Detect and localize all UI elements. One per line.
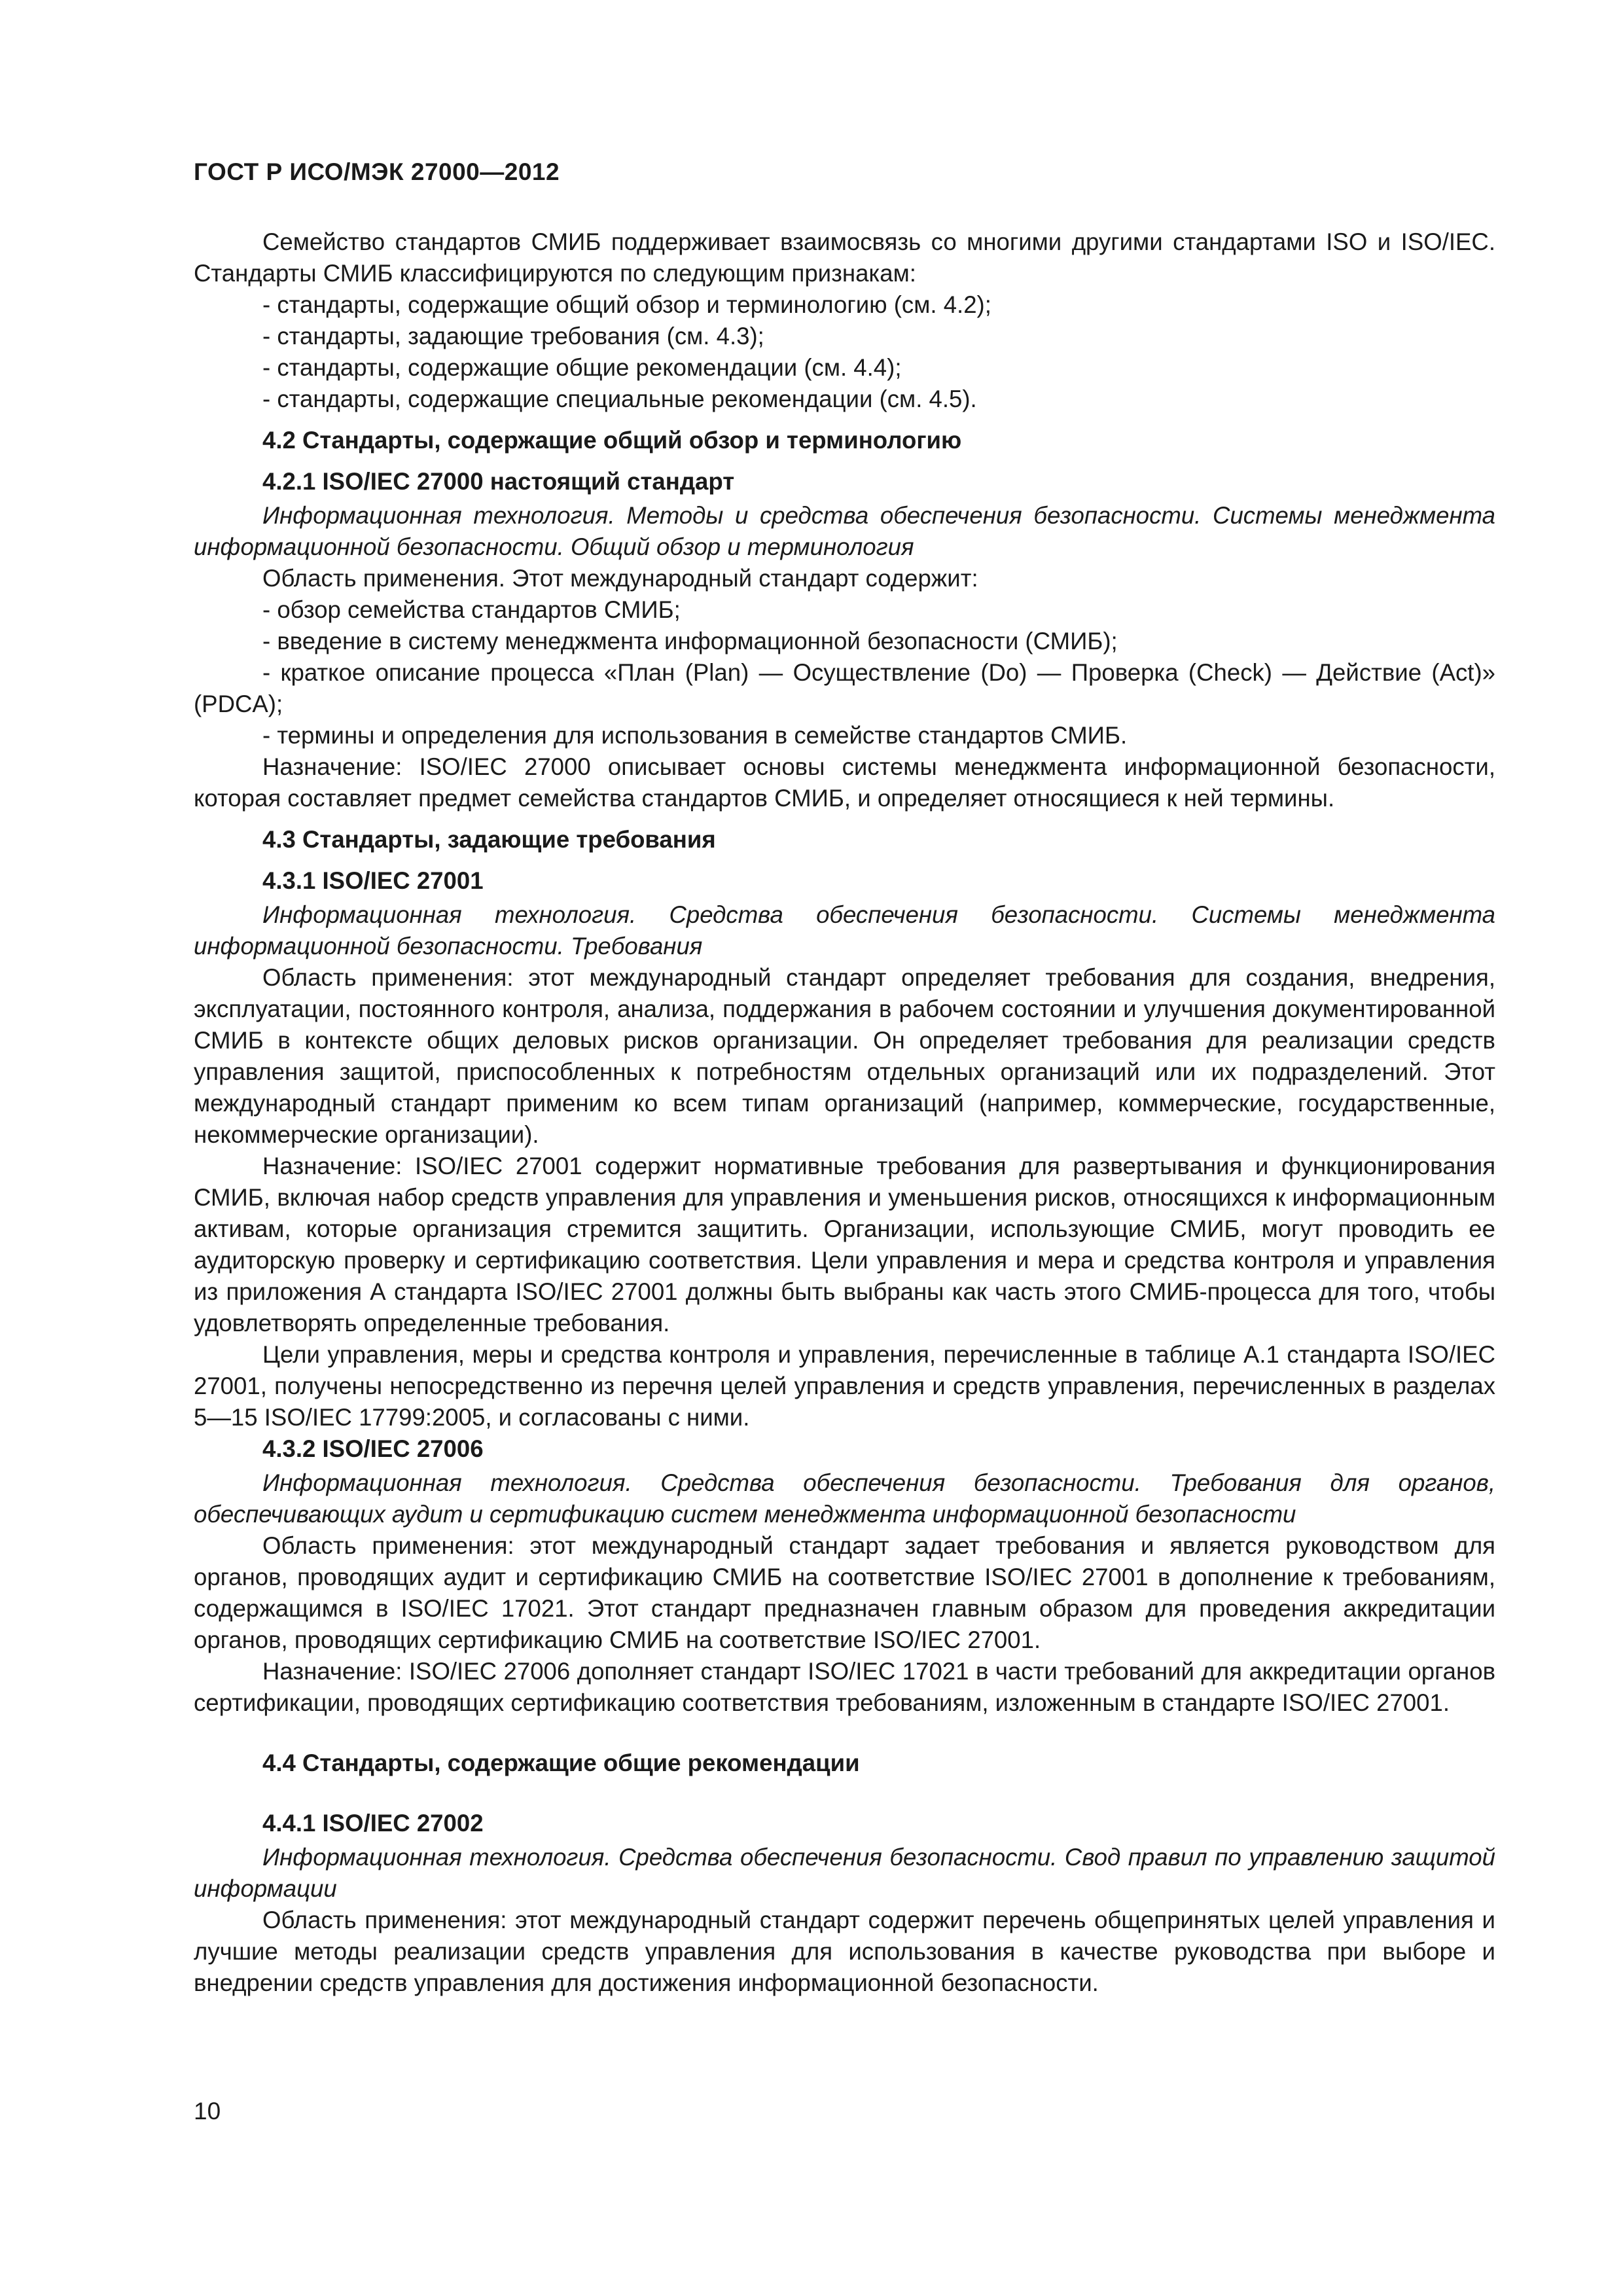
document-body	[194, 226, 1495, 1999]
list-item: - краткое описание процесса «План (Plan) — Осуществление (Do) — Проверка (Check) — Действие (Act)» (PDCA);	[194, 659, 1495, 717]
scope-paragraph: Область применения. Этот международный стандарт содержит:	[262, 565, 978, 592]
list-item: - термины и определения для использования в семействе стандартов СМИБ.	[262, 722, 1128, 749]
purpose-paragraph: Назначение: ISO/IEC 27000 описывает основы системы менеджмента информационной безопасности, которая составляет предмет семейства стандартов СМИБ, и определяет относящиеся к ней термины.	[194, 753, 1495, 812]
scope-paragraph: Область применения: этот международный стандарт содержит перечень общепринятых целей управления и лучшие методы реализации средств управления для использования в качестве руководства при выборе и внедрении средств управления для достижения информационной безопасности.	[194, 1907, 1495, 1996]
scope-paragraph: Область применения: этот международный стандарт определяет требования для создания, внедрения, эксплуатации, постоянного контроля, анализа, поддержания в рабочем состоянии и улучшения документированной СМИБ в контексте общих деловых рисков организации. Он определяет требования для реализации средств управления защитой, приспособленных к потребностям отдельных организаций или их подразделений. Этот международный стандарт применим ко всем типам организаций (например, коммерческие, государственные, некоммерческие организации).	[194, 964, 1495, 1148]
list-item: - введение в систему менеджмента информационной безопасности (СМИБ);	[262, 628, 1118, 655]
section-heading-4-2-1: 4.2.1 ISO/IEC 27000 настоящий стандарт	[262, 468, 735, 495]
standard-title: Информационная технология. Средства обеспечения безопасности. Свод правил по управлению защитой информации	[194, 1844, 1495, 1902]
section-heading-4-4-1: 4.4.1 ISO/IEC 27002	[262, 1810, 484, 1837]
section-heading-4-2: 4.2 Стандарты, содержащие общий обзор и терминологию	[262, 427, 962, 454]
controls-paragraph: Цели управления, меры и средства контроля и управления, перечисленные в таблице А.1 стандарта ISO/IEC 27001, получены непосредственно из перечня целей управления и средств управления, перечисленных в разделах 5—15 ISO/IEC 17799:2005, и согласованы с ними.	[194, 1341, 1495, 1431]
list-item: - стандарты, содержащие общий обзор и терминологию (см. 4.2);	[262, 291, 991, 318]
section-heading-4-3: 4.3 Стандарты, задающие требования	[262, 826, 716, 853]
purpose-paragraph: Назначение: ISO/IEC 27006 дополняет стандарт ISO/IEC 17021 в части требований для аккредитации органов сертификации, проводящих сертификацию соответствия требованиям, изложенным в стандарте ISO/IEC 27001.	[194, 1658, 1495, 1716]
list-item: - стандарты, содержащие специальные рекомендации (см. 4.5).	[262, 386, 977, 412]
standard-title: Информационная технология. Средства обеспечения безопасности. Требования для органов, обеспечивающих аудит и сертификацию систем менеджмента информационной безопасности	[194, 1469, 1495, 1528]
list-item: - стандарты, содержащие общие рекомендации (см. 4.4);	[262, 354, 902, 381]
page-number: 10	[194, 2098, 221, 2125]
section-heading-4-3-1: 4.3.1 ISO/IEC 27001	[262, 867, 484, 894]
purpose-paragraph: Назначение: ISO/IEC 27001 содержит нормативные требования для развертывания и функционирования СМИБ, включая набор средств управления для управления и уменьшения рисков, относящихся к информационным активам, которые организация стремится защитить. Организации, использующие СМИБ, могут проводить ее аудиторскую проверку и сертификацию соответствия. Цели управления и мера и средства контроля и управления из приложения А стандарта ISO/IEC 27001 должны быть выбраны как часть этого СМИБ-процесса для того, чтобы удовлетворять определенные требования.	[194, 1153, 1495, 1336]
intro-paragraph: Семейство стандартов СМИБ поддерживает взаимосвязь со многими другими стандартами ISO и ISO/IEC. Стандарты СМИБ классифицируются по следующим признакам:	[194, 228, 1495, 287]
document-header: ГОСТ Р ИСО/МЭК 27000—2012	[194, 158, 560, 185]
list-item: - обзор семейства стандартов СМИБ;	[262, 596, 681, 623]
section-heading-4-4: 4.4 Стандарты, содержащие общие рекомендации	[262, 1749, 860, 1776]
section-heading-4-3-2: 4.3.2 ISO/IEC 27006	[262, 1435, 484, 1462]
scope-paragraph: Область применения: этот международный стандарт задает требования и является руководством для органов, проводящих аудит и сертификацию СМИБ на соответствие ISO/IEC 27001 в дополнение к требованиям, содержащимся в ISO/IEC 17021. Этот стандарт предназначен главным образом для проведения аккредитации органов, проводящих сертификацию СМИБ на соответствие ISO/IEC 27001.	[194, 1532, 1495, 1653]
list-item: - стандарты, задающие требования (см. 4.3);	[262, 323, 764, 350]
standard-title: Информационная технология. Средства обеспечения безопасности. Системы менеджмента информационной безопасности. Требования	[194, 901, 1495, 960]
standard-title: Информационная технология. Методы и средства обеспечения безопасности. Системы менеджмента информационной безопасности. Общий обзор и терминология	[194, 502, 1495, 560]
